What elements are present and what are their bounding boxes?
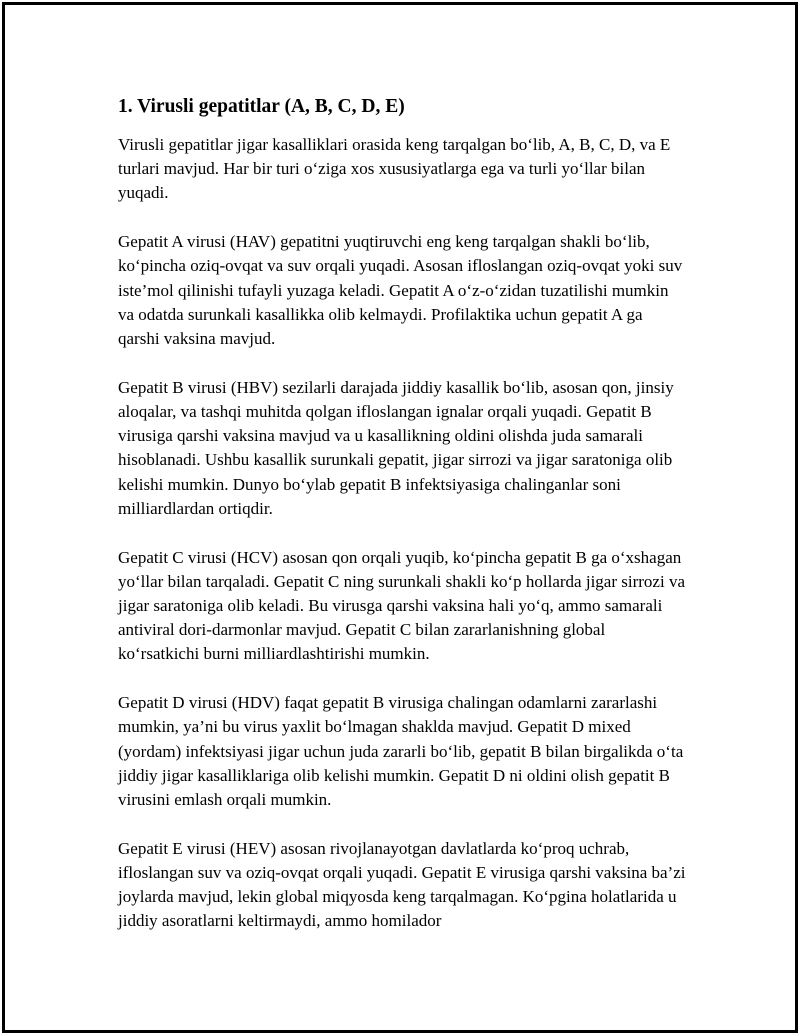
paragraph-hepatitis-b: Gepatit B virusi (HBV) sezilarli darajada jiddiy kasallik bo‘lib, asosan qon, jinsiy aloqalar, va tashqi muhitda qolgan ifloslangan ignalar orqali yuqadi. Gepatit B virusiga qarshi vaksina mavjud va u kasallikning oldini olishda juda samarali hisoblanadi. Ushbu kasallik surunkali gepatit, jigar sirrozi va jigar saratoniga olib kelishi mumkin. Dunyo bo‘ylab gepatit B infektsiyasiga chalinganlar soni milliardlardan ortiqdir. bbox=[118, 377, 674, 518]
paragraph-hepatitis-c: Gepatit C virusi (HCV) asosan qon orqali yuqib, ko‘pincha gepatit B ga o‘xshagan yo‘llar bilan tarqaladi. Gepatit C ning surunkali shakli ko‘p hollarda jigar sirrozi va jigar saratoniga olib keladi. Bu virusga qarshi vaksina hali yo‘q, ammo samarali antiviral dori-darmonlar mavjud. Gepatit C bilan zararlanishning global ko‘rsatkichi burni milliardlashtirishi mumkin. bbox=[118, 547, 685, 664]
paragraph-hepatitis-d: Gepatit D virusi (HDV) faqat gepatit B virusiga chalingan odamlarni zararlashi mumkin, ya’ni bu virus yaxlit bo‘lmagan shaklda mavjud. Gepatit D mixed (yordam) infektsiyasi jigar uchun juda zararli bo‘lib, gepatit B bilan birgalikda o‘ta jiddiy jigar kasalliklariga olib kelishi mumkin. Gepatit D ni oldini olish gepatit B virusini emlash orqali mumkin. bbox=[118, 693, 684, 810]
section-heading: 1. Virusli gepatitlar (A, B, C, D, E) bbox=[118, 96, 405, 117]
document-body bbox=[118, 95, 688, 958]
paragraph-hepatitis-a: Gepatit A virusi (HAV) gepatitni yuqtiruvchi eng keng tarqalgan shakli bo‘lib, ko‘pincha oziq-ovqat va suv orqali yuqadi. Asosan ifloslangan oziq-ovqat yoki suv iste’mol qilinishi tufayli yuzaga keladi. Gepatit A o‘z-o‘zidan tuzatilishi mumkin va odatda surunkali kasallikka olib kelmaydi. Profilaktika uchun gepatit A ga qarshi vaksina mavjud. bbox=[118, 232, 683, 349]
paragraph-intro: Virusli gepatitlar jigar kasalliklari orasida keng tarqalgan bo‘lib, A, B, C, D, va E turlari mavjud. Har bir turi o‘ziga xos xususiyatlarga ega va turli yo‘llar bilan yuqadi. bbox=[118, 135, 671, 203]
paragraph-hepatitis-e: Gepatit E virusi (HEV) asosan rivojlanayotgan davlatlarda ko‘proq uchrab, ifloslangan suv va oziq-ovqat orqali yuqadi. Gepatit E virusiga qarshi vaksina ba’zi joylarda mavjud, lekin global miqyosda keng tarqalmagan. Ko‘pgina holatlarida u jiddiy asoratlarni keltirmaydi, ammo homilador bbox=[118, 838, 686, 931]
